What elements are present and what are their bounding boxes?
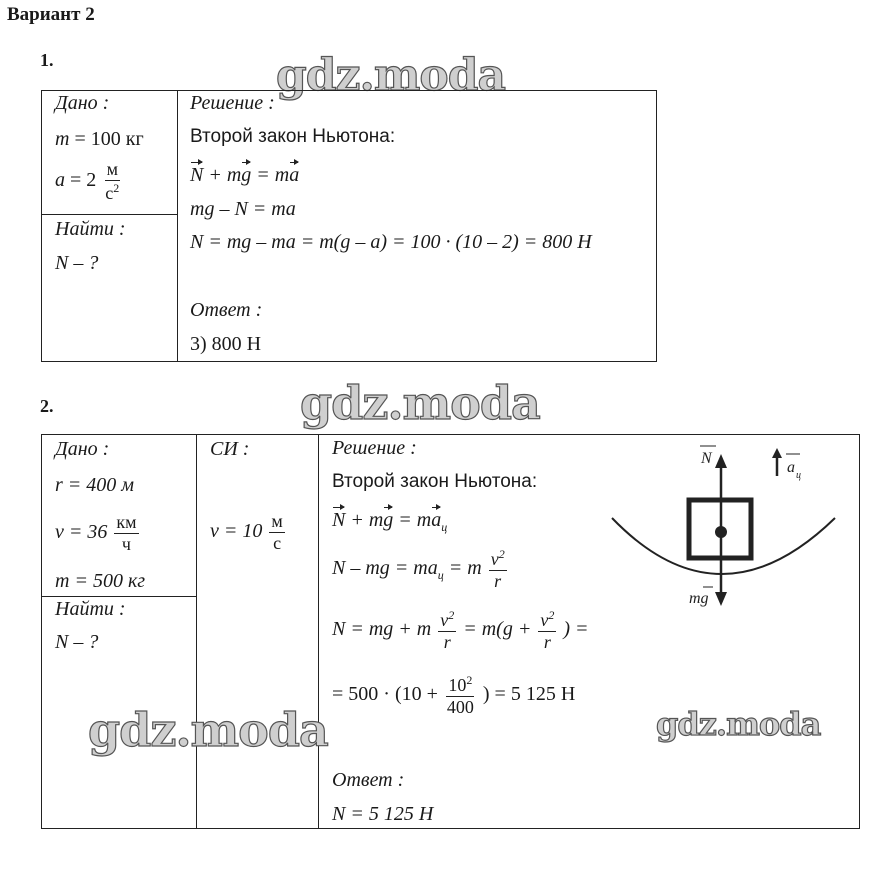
v2-over-r: $\frac{v^2}{r}$ bbox=[440, 608, 455, 652]
watermark: gdz.moda bbox=[88, 703, 328, 757]
find-value: N – ? bbox=[55, 631, 99, 653]
answer-value: N = 5 125 Н bbox=[332, 803, 434, 825]
find-header: Найти : bbox=[55, 598, 126, 620]
gravity-arrow bbox=[715, 592, 727, 606]
unit-fraction: $\frac{м}{с}$ bbox=[271, 511, 283, 553]
given-mass: m = 500 кг bbox=[55, 570, 146, 592]
given-velocity: v = 36 $\frac{км}{ч}$ bbox=[55, 512, 137, 554]
page-title: Вариант 2 bbox=[7, 4, 95, 25]
newton-law-label: Второй закон Ньютона: bbox=[332, 471, 538, 492]
expanded-equation: N = mg + m $\frac{v^2}{r}$ = m(g + $\frac{v^2}{r}$ ) = bbox=[332, 608, 589, 652]
answer-value: 3) 800 Н bbox=[190, 333, 262, 355]
answer-header: Ответ : bbox=[332, 769, 405, 791]
result-equation: N = mg – ma = m(g – a) = 100 · (10 – 2) = 800 Н bbox=[190, 231, 592, 253]
scalar-equation: mg – N = ma bbox=[190, 198, 296, 220]
table-divider bbox=[318, 434, 319, 829]
table-divider bbox=[177, 90, 178, 362]
si-velocity: v = 10 $\frac{м}{с}$ bbox=[210, 511, 283, 553]
find-header: Найти : bbox=[55, 218, 126, 240]
watermark: gdz.moda bbox=[300, 376, 540, 430]
find-value: N – ? bbox=[55, 252, 99, 274]
label-mg: mg bbox=[689, 590, 709, 607]
solution-header: Решение : bbox=[332, 437, 417, 459]
solution-header: Решение : bbox=[190, 92, 275, 114]
v2-over-r: $\frac{v^2}{r}$ bbox=[490, 547, 505, 591]
given-header: Дано : bbox=[55, 438, 110, 460]
given-radius: r = 400 м bbox=[55, 474, 135, 496]
force-diagram bbox=[600, 440, 850, 615]
given-mass: m = 100 кг bbox=[55, 128, 144, 150]
numeric-equation: = 500 · (10 + $\frac{10^2}{400}$ ) = 5 125 Н bbox=[332, 673, 576, 717]
numeric-fraction: $\frac{10^2}{400}$ bbox=[446, 673, 474, 717]
label-a-sub: ц bbox=[796, 470, 801, 481]
answer-header: Ответ : bbox=[190, 299, 263, 321]
curved-path bbox=[612, 518, 835, 574]
v2-over-r: $\frac{v^2}{r}$ bbox=[540, 608, 555, 652]
table-divider bbox=[196, 434, 197, 829]
watermark: gdz.moda bbox=[276, 50, 506, 101]
unit-fraction: $\frac{км}{ч}$ bbox=[116, 512, 137, 554]
given-header: Дано : bbox=[55, 92, 110, 114]
newton-law-label: Второй закон Ньютона: bbox=[190, 126, 396, 147]
table-divider bbox=[41, 596, 197, 597]
problem-1-number: 1. bbox=[40, 50, 54, 70]
center-dot bbox=[715, 526, 727, 538]
vector-equation: N + mg = $ma_ц$ bbox=[332, 509, 448, 534]
acceleration-arrow bbox=[772, 448, 782, 458]
watermark: gdz.moda bbox=[656, 705, 821, 743]
unit-fraction: $\frac{м}{с^2}$ bbox=[105, 159, 120, 203]
label-N: N bbox=[701, 450, 712, 467]
centripetal-equation: N – mg = $ma_ц = m$ $\frac{v^2}{r}$ bbox=[332, 547, 505, 591]
table-divider bbox=[41, 214, 178, 215]
vector-equation: N + mg = ma bbox=[190, 164, 300, 186]
normal-force-arrow bbox=[715, 454, 727, 468]
si-header: СИ : bbox=[210, 438, 250, 460]
problem-2-number: 2. bbox=[40, 396, 54, 416]
label-a: a bbox=[787, 459, 795, 476]
given-acceleration: a = 2 $\frac{м}{с^2}$ bbox=[55, 159, 120, 203]
